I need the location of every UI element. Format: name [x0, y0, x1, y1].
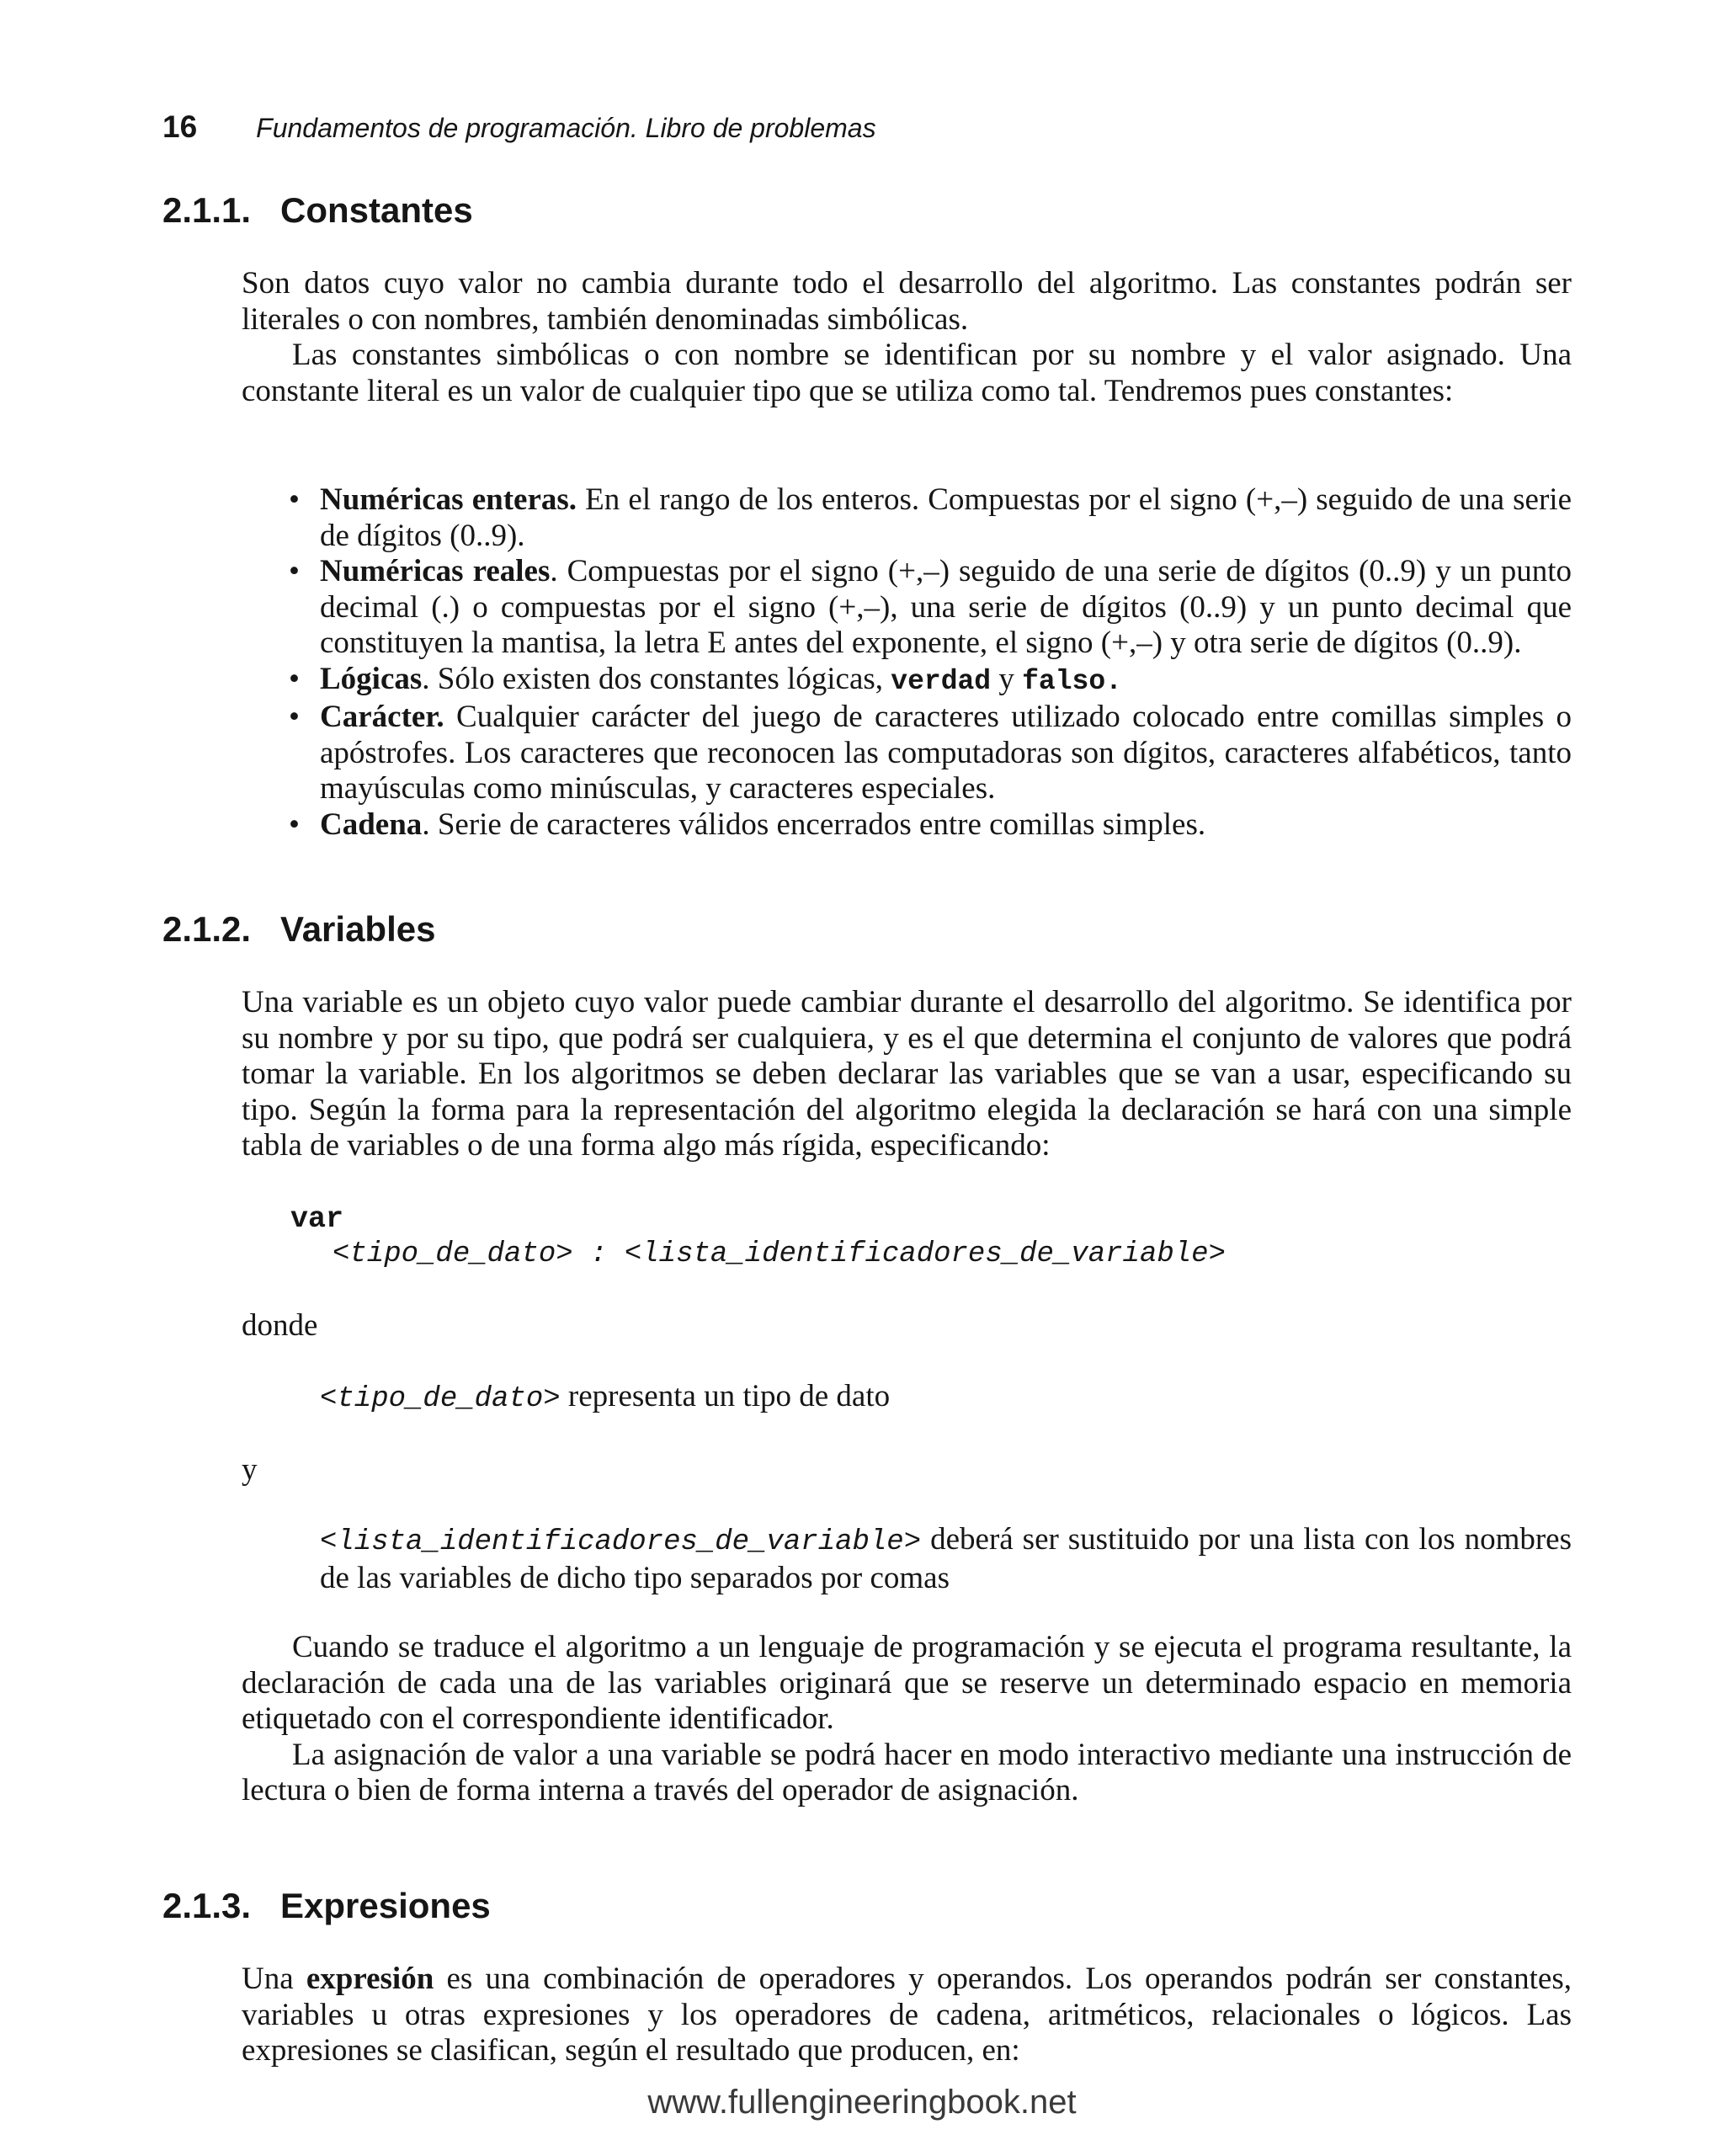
- bullet-icon: •: [289, 482, 300, 517]
- paragraph: La asignación de valor a una variable se podrá hacer en modo interactivo mediante una instrucción de lectura o bien de forma interna a través del operador de asignación.: [242, 1737, 1572, 1807]
- definition-lista-identificadores: [320, 1522, 1572, 1596]
- list-text: . Sólo existen dos constantes lógicas,: [422, 661, 891, 696]
- definition-tipo-de-dato: [320, 1379, 1572, 1418]
- word-donde: donde: [242, 1308, 318, 1343]
- list-term: Cadena: [320, 807, 423, 842]
- code-declaration: <tipo_de_dato> : <lista_identificadores_de_variable>: [333, 1238, 1226, 1270]
- variables-intro: [242, 985, 1572, 1164]
- section-heading-constantes: [162, 190, 473, 231]
- code-keyword-var: var: [290, 1202, 344, 1236]
- constantes-intro: [242, 266, 1572, 409]
- bullet-icon: •: [289, 700, 300, 734]
- word-y: y: [242, 1452, 258, 1487]
- paragraph: Cuando se traduce el algoritmo a un lenguaje de programación y se ejecuta el programa resultante, la declaración de cada una de las variables originará que se reserve un determinado espacio en memoria etiquetado con el correspondiente identificador.: [242, 1630, 1572, 1736]
- list-term: Numéricas enteras.: [320, 482, 577, 517]
- list-term: Carácter.: [320, 700, 444, 734]
- bullet-icon: •: [289, 807, 300, 842]
- expresiones-intro: [242, 1962, 1572, 2069]
- list-text: . Serie de caracteres válidos encerrados entre comillas simples.: [422, 807, 1206, 842]
- section-title: Expresiones: [280, 1886, 491, 1925]
- section-heading-variables: [162, 909, 435, 950]
- constant-types-list: [242, 482, 1572, 843]
- term-expresion: expresión: [306, 1962, 434, 1996]
- page-number: 16: [162, 109, 198, 144]
- section-heading-expresiones: [162, 1886, 491, 1926]
- list-term: Lógicas: [320, 661, 423, 696]
- paragraph: Son datos cuyo valor no cambia durante todo el desarrollo del algoritmo. Las constantes podrán ser literales o con nombres, también denominadas simbólicas.: [242, 266, 1572, 337]
- code-literal: falso.: [1022, 665, 1122, 697]
- running-title: Fundamentos de programación. Libro de problemas: [256, 113, 876, 143]
- list-text: En el rango de los enteros. Compuestas por el signo (+,–) seguido de una serie de dígitos (0..9).: [320, 482, 1572, 553]
- running-header: [162, 109, 876, 152]
- section-title: Variables: [280, 909, 436, 949]
- section-number: 2.1.3.: [162, 1886, 252, 1925]
- list-text: . Compuestas por el signo (+,–) seguido de una serie de dígitos (0..9) y un punto decimal (.) o compuestas por el signo (+,–), una serie de dígitos (0..9) y un punto decimal que constituyen la mantisa, la letra E antes del exponente, el signo (+,–) y otra serie de dígitos (0..9).: [320, 554, 1572, 660]
- list-item: [242, 700, 1572, 807]
- paragraph-text: es una combinación de operadores y operandos. Los operandos podrán ser constantes, variables u otras expresiones y los operadores de cadena, aritméticos, relacionales o lógicos. Las expresiones se clasifican, según el resultado que producen, en:: [242, 1962, 1572, 2068]
- paragraph: Una variable es un objeto cuyo valor puede cambiar durante el desarrollo del algoritmo. Se identifica por su nombre y por su tipo, que podrá ser cualquiera, y es el que determina el conjunto de valores que podrá tomar la variable. En los algoritmos se deben declarar las variables que se van a usar, especificando su tipo. Según la forma para la representación del algoritmo elegida la declaración se hará con una simple tabla de variables o de una forma algo más rígida, especificando:: [242, 985, 1572, 1163]
- paragraph: [242, 1962, 1572, 2069]
- code-placeholder: <tipo_de_dato>: [320, 1383, 561, 1415]
- list-item: [242, 807, 1572, 844]
- list-item: [242, 482, 1572, 554]
- variables-body: [242, 1630, 1572, 1809]
- section-title: Constantes: [280, 190, 473, 230]
- list-text: Cualquier carácter del juego de caracteres utilizado colocado entre comillas simples o apóstrofes. Los caracteres que reconocen las computadoras son dígitos, caracteres alfabéticos, tanto mayúsculas como minúsculas, y caracteres especiales.: [320, 700, 1572, 806]
- list-text: y: [991, 661, 1023, 696]
- paragraph-text: Una: [242, 1962, 306, 1996]
- section-number: 2.1.2.: [162, 909, 252, 949]
- definition-text: representa un tipo de dato: [560, 1379, 891, 1413]
- bullet-icon: •: [289, 554, 300, 588]
- list-item: [242, 554, 1572, 662]
- section-number: 2.1.1.: [162, 190, 252, 230]
- list-term: Numéricas reales: [320, 554, 551, 588]
- definition-text: deberá ser sustituido por una lista con los nombres de las variables de dicho tipo separados por comas: [320, 1522, 1572, 1595]
- bullet-icon: •: [289, 661, 300, 696]
- paragraph: Las constantes simbólicas o con nombre se identifican por su nombre y el valor asignado. Una constante literal es un valor de cualquier tipo que se utiliza como tal. Tendremos pues constantes:: [242, 338, 1572, 408]
- list-item: [242, 662, 1572, 700]
- code-placeholder: <lista_identificadores_de_variable>: [320, 1526, 922, 1558]
- code-literal: verdad: [891, 665, 992, 697]
- watermark-url: www.fullengineeringbook.net: [647, 2084, 1077, 2121]
